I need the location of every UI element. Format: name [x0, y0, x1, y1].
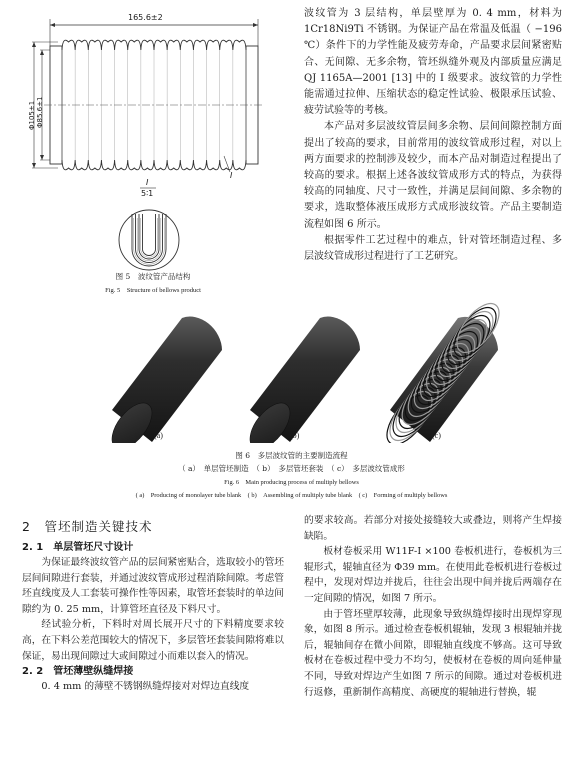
monolayer-tube-image	[104, 317, 222, 443]
label-a: (a)	[154, 431, 163, 440]
label-c: (c)	[432, 431, 441, 440]
paragraph-materials: 波纹管为 3 层结构，单层壁厚为 0. 4 mm，材料为 1Cr18Ni9Ti 不锈钢。为保证产品在常温及低温（ −196 ℃）条件下的力学性能及疲劳寿命，产品要求层间紧密贴合、无间隙、无多余物，管坯纵缝外观及内部质量应满足 QJ 1165A—2001 [13] 中的 Ⅰ 级要求。波纹管的力学性能需通过拉伸、压缩状态的稳定性试验、极限承压试验、疲劳试验等的考核。	[304, 8, 562, 117]
figure-6-caption-cn: 图 6 多层波纹管的主要制造流程	[235, 451, 348, 460]
convolution-top-profile	[62, 40, 246, 50]
figure-6	[90, 298, 500, 443]
section-mark: I	[230, 171, 233, 180]
subsection-2-1-title: 2. 1 单层管坯尺寸设计	[22, 542, 134, 553]
convolution-bottom-profile	[62, 160, 246, 170]
process-images	[90, 298, 500, 443]
inner-diameter-dimension: Φ85.6±1	[36, 96, 44, 128]
section-2-title: 2 管坯制造关键技术	[22, 519, 153, 534]
figure-5-caption-en: Fig. 5 Structure of bellows product	[105, 287, 201, 294]
paragraph-burn-through: 由于管坯壁厚较薄，此现象导致纵缝焊接时出现焊穿现象，如图 8 所示。通过检查卷板机辊轴，发现 3 根辊轴并拢后，辊轴间存在微小间隙，即辊轴直线度不够高。这可导致板材在卷板过程中受力不均匀，使板材在卷板的周向延伸量不同，导致对焊边产生如图 7 所示的间隙。通过对卷板机进行返修，重新制作高精度、高硬度的辊轴进行替换，辊	[304, 608, 562, 698]
paragraph-welding-continued: 的要求较高。若部分对接处接缝较大或叠边，则将产生焊接缺陷。	[304, 515, 562, 542]
paragraph-rolling-machine: 板材卷板采用 W11F-I ×100 卷板机进行，卷板机为三辊形式，辊轴直径为 Φ39 mm。在使用此卷板机进行卷板过程中，发现对焊边并拢后，往往会出现中间并拢后两端存在一定间隙的情况，如图 7 所示。	[304, 546, 562, 604]
figure-6-subcaption-en: ( a) Producing of monolayer tube blank ( b) Assembling of multiply tube blank ( c) Forming of multiply bellows	[135, 492, 448, 499]
detail-scale: 5∶1	[141, 189, 154, 198]
bellows-drawing	[28, 6, 278, 296]
paragraph-tube-gap: 为保证最终波纹管产品的层间紧密贴合，选取较小的管坯层间间隙进行套装，并通过波纹管成形过程消除间隙。考虑管坯直线度及人工套装可操作性等因素，取管坯套装时的单边间隙约为 0. 25 mm，计算管坯直径及下料尺寸。	[22, 557, 284, 615]
subsection-2-2-title: 2. 2 管坯薄壁纵缝焊接	[22, 666, 134, 678]
label-b: (b)	[290, 431, 300, 440]
left-column-bottom	[22, 517, 284, 695]
right-column-bottom	[304, 513, 562, 700]
right-column-top	[304, 6, 562, 265]
detail-label: I	[146, 178, 149, 187]
paragraph-welding-start: 0. 4 mm 的薄壁不锈钢纵缝焊接对对焊边直线度	[41, 681, 250, 693]
multiply-bellows-image	[379, 298, 500, 443]
paragraph-process-research: 根据零件工艺过程中的难点，针对管坯制造过程、多层波纹管成形过程进行了工艺研究。	[304, 234, 562, 263]
figure-6-subcaption-cn: （ a） 单层管坯制造 （ b） 多层管坯套装 （ c） 多层波纹管成形	[178, 464, 405, 473]
figure-6-caption-en: Fig. 6 Main producing process of multiply bellows	[224, 479, 359, 486]
outer-diameter-dimension: Φ105±1	[28, 100, 36, 130]
figure-5	[28, 6, 278, 296]
figure-5-caption-cn: 图 5 波纹管产品结构	[115, 272, 191, 281]
paragraph-cutting-precision: 经试验分析，下料时对周长展开尺寸的下料精度要求较高，在下料公差范围较大的情况下，多层管坯套装间隙将难以保证，易出现间隙过大或间隙过小而难以套入的情况。	[22, 619, 284, 662]
paragraph-requirements: 本产品对多层波纹管层间多余物、层间间隙控制方面提出了较高的要求，目前常用的波纹管成形过程，对以上两方面要求的控制涉及较少，而本产品对制造过程提出了较高的要求。根据上述各波纹管成形方式的特点，为获得较高的同轴度、尺寸一致性，并满足层间间隙、多余物的要求，选取整体液压成形方式成形波纹管。产品主要制造流程如图 6 所示。	[304, 121, 562, 230]
length-dimension: 165.6±2	[128, 13, 163, 22]
multiply-tube-image	[242, 317, 360, 443]
